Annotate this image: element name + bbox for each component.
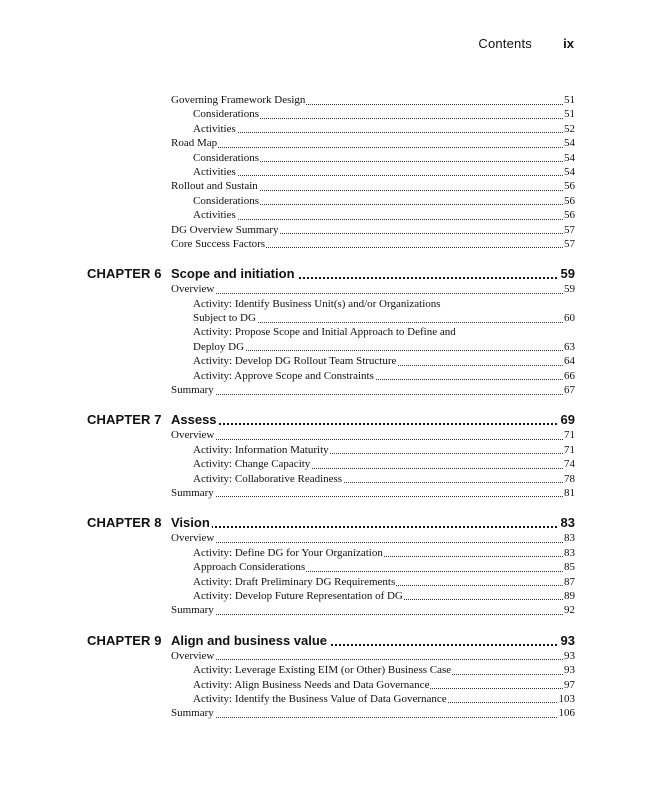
toc-entry-page: 81	[564, 486, 575, 499]
toc-entry-label: Activity: Identify the Business Value of Data Governance	[193, 692, 447, 705]
toc-entry-label: Activity: Leverage Existing EIM (or Other) Business Case	[193, 664, 452, 677]
toc-entry	[0, 457, 648, 471]
toc-entry-label: Core Success Factors	[171, 237, 266, 250]
toc-entry	[0, 663, 648, 677]
toc-entry-label: Deploy DG	[193, 340, 245, 353]
dot-leader	[171, 717, 573, 718]
chapter-label: CHAPTER 6	[87, 266, 162, 282]
toc-entry-label: Activities	[193, 209, 236, 222]
dot-leader	[193, 219, 573, 220]
dot-leader	[171, 496, 573, 497]
toc-entry	[0, 223, 648, 237]
chapter-heading	[0, 265, 648, 282]
toc-entry	[0, 589, 648, 603]
toc-entry	[0, 122, 648, 136]
toc-entry-label: Activities	[193, 165, 236, 178]
toc-entry-page: 56	[564, 180, 575, 193]
toc-entry	[0, 649, 648, 663]
toc-entry	[0, 678, 648, 692]
toc-entry	[0, 383, 648, 397]
toc-entry-page: 56	[564, 194, 575, 207]
chapter-page: 93	[560, 632, 575, 648]
toc-entry	[0, 340, 648, 354]
toc-entry	[0, 136, 648, 150]
toc-entry	[0, 151, 648, 165]
toc-entry-page: 74	[564, 458, 575, 471]
toc-entry-page: 92	[564, 604, 575, 617]
toc-entry	[0, 165, 648, 179]
toc-entry	[0, 472, 648, 486]
toc-entry	[0, 93, 648, 107]
toc-entry-page: 71	[564, 443, 575, 456]
toc-entry-label: Summary	[171, 384, 214, 397]
chapter-heading	[0, 411, 648, 428]
toc-entry-label: DG Overview Summary	[171, 223, 279, 236]
toc-entry-page: 51	[564, 108, 575, 121]
toc-entry-page: 54	[564, 137, 575, 150]
toc-entry-label: Overview	[171, 532, 215, 545]
chapter-page: 59	[560, 266, 575, 282]
toc-entry	[0, 237, 648, 251]
toc-entry-page: 66	[564, 369, 575, 382]
toc-entry-page: 93	[564, 649, 575, 662]
toc-entry-label: Overview	[171, 283, 215, 296]
toc-entry-label: Summary	[171, 707, 214, 720]
toc-entry-label: Road Map	[171, 137, 218, 150]
toc-entry-label: Activities	[193, 122, 236, 135]
toc-entry-page: 103	[558, 692, 575, 705]
dot-leader	[171, 147, 573, 148]
toc-entry	[0, 311, 648, 325]
toc-entry	[0, 282, 648, 296]
toc-entry	[0, 546, 648, 560]
toc-entry	[0, 179, 648, 193]
dot-leader	[171, 614, 573, 615]
toc-entry-label: Rollout and Sustain	[171, 180, 258, 193]
toc-entry	[0, 208, 648, 222]
toc-entry-label: Summary	[171, 486, 214, 499]
toc-entry	[0, 107, 648, 121]
toc-entry	[0, 297, 648, 311]
chapter-heading	[0, 514, 648, 531]
toc-entry-label: Activity: Change Capacity	[193, 458, 311, 471]
toc-entry-label: Overview	[171, 649, 215, 662]
toc-entry-page: 57	[564, 237, 575, 250]
toc-entry-page: 83	[564, 546, 575, 559]
chapter-label: CHAPTER 7	[87, 412, 162, 428]
toc-entry-label: Considerations	[193, 108, 259, 121]
dot-leader	[171, 394, 573, 395]
toc-entry-page: 106	[558, 707, 575, 720]
toc-entry-label: Considerations	[193, 194, 259, 207]
chapter-page: 69	[560, 412, 575, 428]
toc-entry	[0, 560, 648, 574]
toc-entry-page: 60	[564, 312, 575, 325]
toc-entry-label: Governing Framework Design	[171, 94, 306, 106]
chapter-label: CHAPTER 8	[87, 515, 162, 531]
toc-entry-page: 52	[564, 122, 575, 135]
dot-leader	[171, 423, 573, 425]
running-header	[0, 36, 648, 52]
toc-entry-label: Activity: Draft Preliminary DG Requirements	[193, 575, 396, 588]
dot-leader	[171, 293, 573, 294]
toc-entry-label: Overview	[171, 429, 215, 442]
toc-entry	[0, 603, 648, 617]
toc-entry-label: Activity: Align Business Needs and Data Governance	[193, 678, 430, 691]
chapter-title: Assess	[171, 412, 217, 428]
toc-entry-page: 57	[564, 223, 575, 236]
toc-entry-page: 54	[564, 165, 575, 178]
toc-entry	[0, 692, 648, 706]
header-title: Contents	[478, 36, 532, 51]
chapter-title: Align and business value	[171, 632, 328, 648]
toc-entry-page: 89	[564, 589, 575, 602]
toc-entry	[0, 443, 648, 457]
toc-entry-label: Activity: Develop Future Representation of DG	[193, 589, 403, 602]
toc-entry-label: Activity: Identify Business Unit(s) and/or Organizations	[193, 297, 441, 310]
toc-entry-page: 97	[564, 678, 575, 691]
toc-entry	[0, 575, 648, 589]
toc-entry	[0, 354, 648, 368]
chapter-title: Vision	[171, 515, 210, 531]
chapter-title: Scope and initiation	[171, 266, 295, 282]
toc-entry	[0, 325, 648, 339]
toc-entry-label: Activity: Propose Scope and Initial Approach to Define and	[193, 326, 456, 339]
toc-entry-label: Activity: Approve Scope and Constraints	[193, 369, 374, 382]
toc-entry-label: Considerations	[193, 151, 259, 164]
toc-entry-page: 85	[564, 561, 575, 574]
toc-entry	[0, 486, 648, 500]
dot-leader	[171, 526, 573, 528]
chapter-heading	[0, 632, 648, 649]
toc-entry-page: 87	[564, 575, 575, 588]
header-page-number: ix	[563, 36, 574, 51]
toc-entry-label: Activity: Develop DG Rollout Team Structure	[193, 355, 397, 368]
chapter-page: 83	[560, 515, 575, 531]
dot-leader	[171, 439, 573, 440]
dot-leader	[171, 542, 573, 543]
toc-entry-page: 51	[564, 94, 575, 106]
toc-entry-page: 64	[564, 355, 575, 368]
toc-entry-page: 78	[564, 472, 575, 485]
toc-entry-page: 63	[564, 340, 575, 353]
toc-entry-page: 59	[564, 283, 575, 296]
toc-entry-page: 67	[564, 384, 575, 397]
dot-leader	[193, 132, 573, 133]
dot-leader	[193, 350, 573, 351]
toc-entry	[0, 369, 648, 383]
toc-entry-page: 83	[564, 532, 575, 545]
toc-entry-label: Activity: Information Maturity	[193, 443, 329, 456]
toc-entry-page: 71	[564, 429, 575, 442]
chapter-label: CHAPTER 9	[87, 632, 162, 648]
toc-entry-label: Activity: Collaborative Readiness	[193, 472, 343, 485]
toc-entry	[0, 531, 648, 545]
table-of-contents	[0, 93, 648, 721]
toc-entry	[0, 706, 648, 720]
toc-entry-page: 93	[564, 664, 575, 677]
dot-leader	[171, 659, 573, 660]
toc-entry-page: 54	[564, 151, 575, 164]
toc-entry	[0, 194, 648, 208]
dot-leader	[193, 175, 573, 176]
toc-entry-label: Summary	[171, 604, 214, 617]
toc-entry-label: Approach Considerations	[193, 561, 306, 574]
toc-entry-label: Subject to DG	[193, 312, 256, 325]
toc-entry	[0, 428, 648, 442]
toc-entry-page: 56	[564, 209, 575, 222]
toc-entry-label: Activity: Define DG for Your Organization	[193, 546, 383, 559]
